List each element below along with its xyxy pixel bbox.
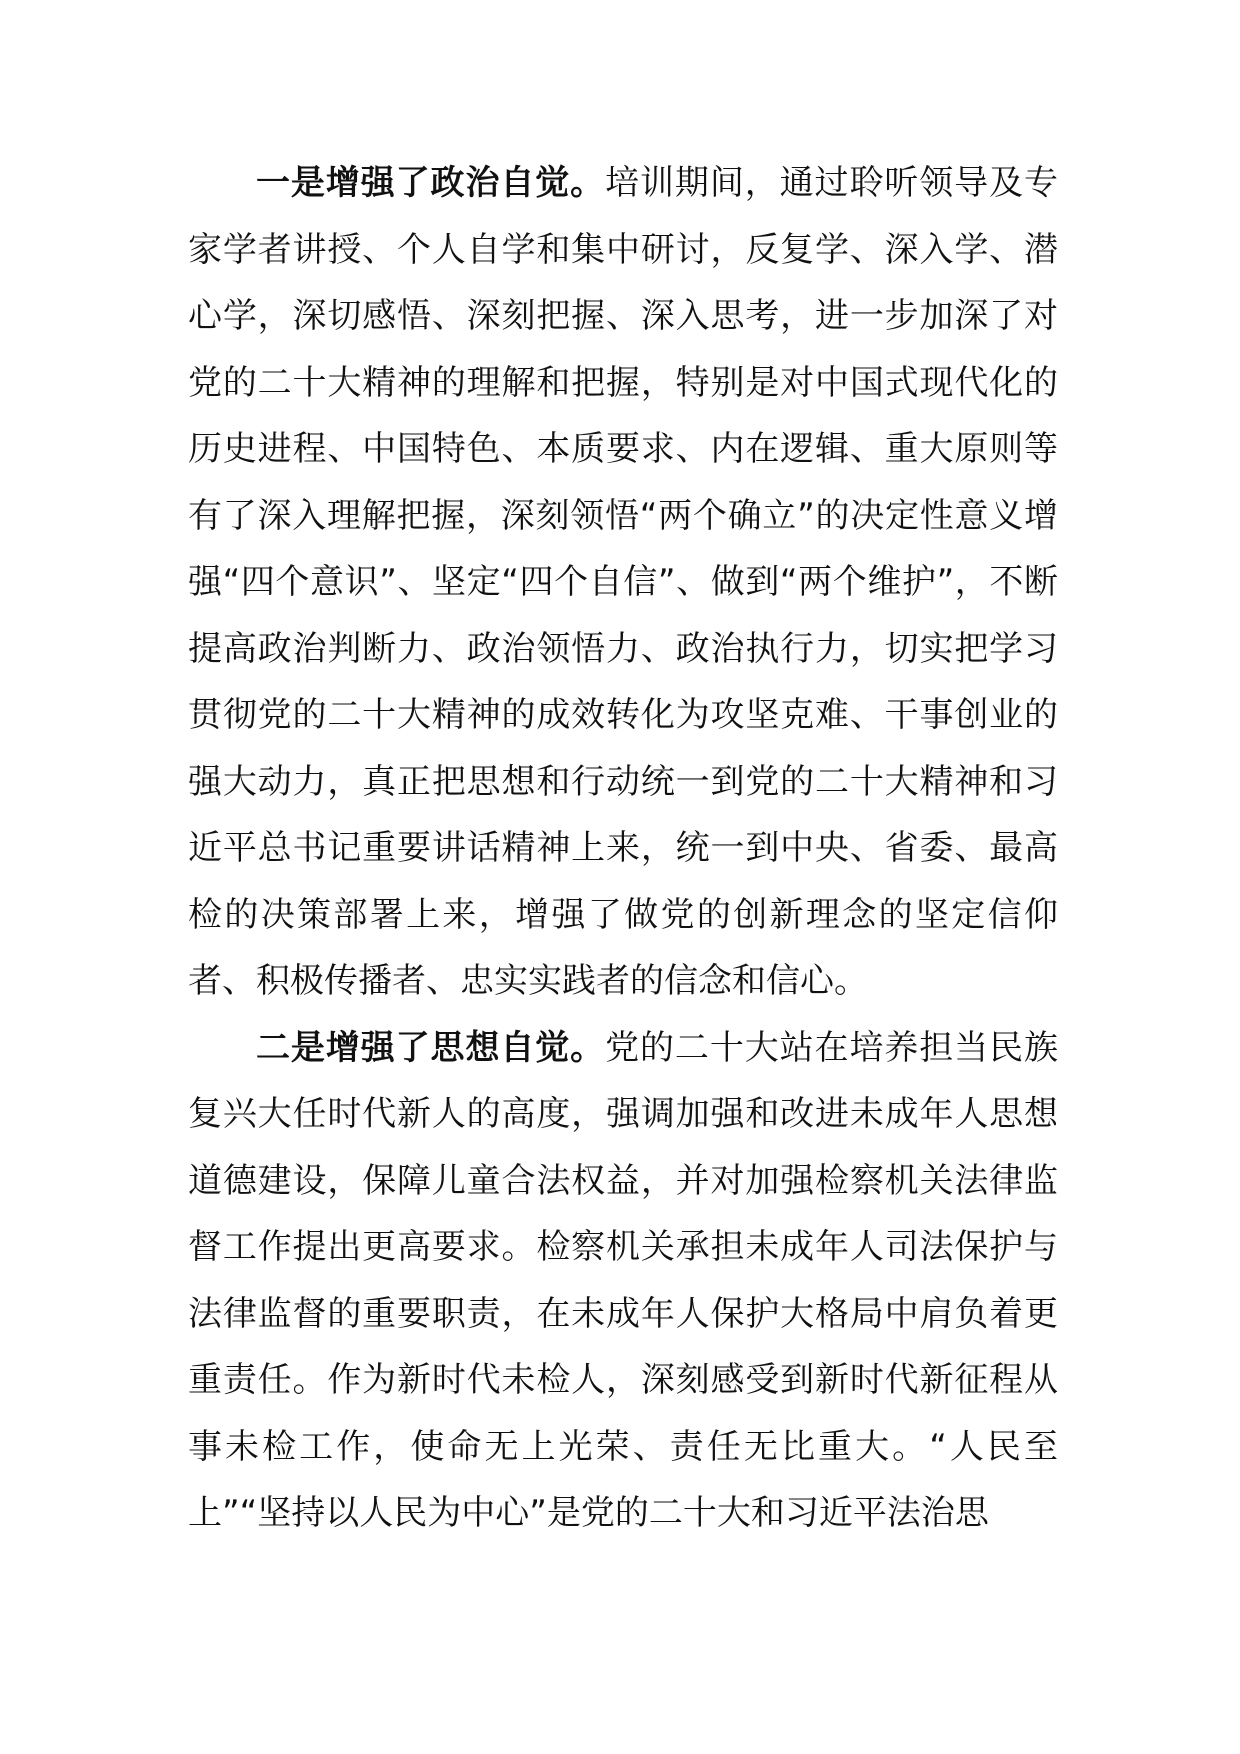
paragraph-political-awareness: [188, 150, 1058, 1015]
paragraph-body: 党的二十大站在培养担当民族复兴大任时代新人的高度，强调加强和改进未成年人思想道德建设，保障儿童合法权益，并对加强检察机关法律监督工作提出更高要求。检察机关承担未成年人司法保护与法律监督的重要职责，在未成年人保护大格局中肩负着更重责任。作为新时代未检人，深刻感受到新时代新征程从事未检工作，使命无上光荣、责任无比重大。“人民至上”“坚持以人民为中心”是党的二十大和习近平法治思: [188, 1027, 1059, 1533]
paragraph-lead: 一是增强了政治自觉。: [256, 163, 606, 203]
paragraph-lead: 二是增强了思想自觉。: [256, 1027, 606, 1068]
paragraph-body: 培训期间，通过聆听领导及专家学者讲授、个人自学和集中研讨，反复学、深入学、潜心学，深切感悟、深刻把握、深入思考，进一步加深了对党的二十大精神的理解和把握，特别是对中国式现代化的历史进程、中国特色、本质要求、内在逻辑、重大原则等有了深入理解把握，深刻领悟“两个确立”的决定性意义增强“四个意识”、坚定“四个自信”、做到“两个维护”，不断提高政治判断力、政治领悟力、政治执行力，切实把学习贯彻党的二十大精神的成效转化为攻坚克难、干事创业的强大动力，真正把思想和行动统一到党的二十大精神和习近平总书记重要讲话精神上来，统一到中央、省委、最高检的决策部署上来，增强了做党的创新理念的坚定信仰者、积极传播者、忠实实践者的信念和信心。: [188, 163, 1059, 1001]
document-page: [188, 150, 1058, 1547]
paragraph-ideological-awareness: [188, 1015, 1058, 1547]
